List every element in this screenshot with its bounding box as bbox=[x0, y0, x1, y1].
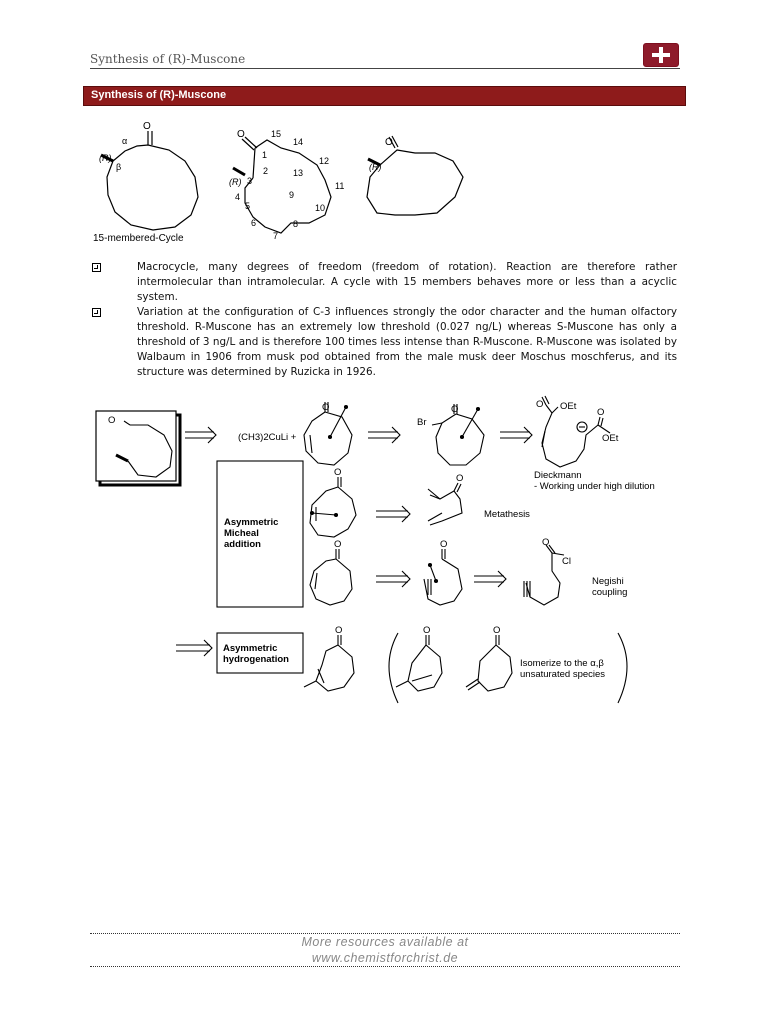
flattened-ring-3 bbox=[367, 150, 463, 215]
muscone-structures-figure bbox=[85, 115, 505, 250]
micheal-box-line-2: Micheal bbox=[224, 528, 259, 539]
o-label-target: O bbox=[108, 415, 116, 426]
negishi-line-2: coupling bbox=[592, 587, 628, 598]
cl-label: Cl bbox=[562, 556, 571, 567]
section-title-bar bbox=[83, 86, 686, 106]
section-title: Synthesis of (R)-Muscone bbox=[91, 89, 227, 101]
isomerize-line-1: Isomerize to the α,β bbox=[520, 658, 604, 669]
o-label-h1: O bbox=[335, 625, 343, 636]
o-label-h2: O bbox=[423, 625, 431, 636]
num-13: 13 bbox=[293, 168, 304, 178]
dieckmann-note: - Working under high dilution bbox=[534, 481, 655, 492]
isomerize-line-2: unsaturated species bbox=[520, 669, 606, 680]
metathesis-label: Metathesis bbox=[484, 509, 530, 520]
o-label-h3: O bbox=[493, 625, 501, 636]
o-label-1: O bbox=[143, 121, 151, 132]
header-rule bbox=[90, 68, 680, 69]
num-2: 2 bbox=[263, 166, 269, 176]
cross-logo-icon bbox=[643, 43, 679, 67]
o-label-s1: O bbox=[322, 402, 330, 413]
o-label-m2: O bbox=[456, 473, 464, 484]
dieckmann-label: Dieckmann bbox=[534, 470, 582, 481]
br-label: Br bbox=[417, 417, 427, 428]
running-header-title: Synthesis of (R)-Muscone bbox=[90, 52, 246, 66]
bullet-item bbox=[92, 260, 677, 305]
num-4: 4 bbox=[235, 192, 241, 202]
o-label-n3: O bbox=[542, 537, 550, 548]
footer-link[interactable]: www.chemistforchrist.de bbox=[311, 951, 459, 965]
o-label-n1: O bbox=[334, 539, 342, 550]
o-label-2: O bbox=[237, 129, 245, 140]
r-label-2: (R) bbox=[229, 177, 242, 187]
num-14: 14 bbox=[293, 137, 304, 147]
alpha-label: α bbox=[122, 136, 128, 146]
o-label-s2: O bbox=[451, 404, 459, 415]
num-8: 8 bbox=[293, 219, 299, 229]
num-11: 11 bbox=[335, 181, 345, 191]
num-15: 15 bbox=[271, 129, 282, 139]
num-3: 3 bbox=[247, 176, 253, 186]
checkbox-bullet-icon bbox=[92, 263, 101, 272]
o-label-m1: O bbox=[334, 467, 342, 478]
hydro-box-line-2: hydrogenation bbox=[223, 654, 289, 665]
oet-label-1: OEt bbox=[560, 401, 577, 412]
oet-label-2: OEt bbox=[602, 433, 619, 444]
num-10: 10 bbox=[315, 203, 326, 213]
numbered-ring-2 bbox=[245, 140, 331, 233]
num-6: 6 bbox=[251, 218, 257, 228]
beta-label: β bbox=[116, 162, 122, 172]
num-1: 1 bbox=[262, 150, 268, 160]
bullet-list bbox=[92, 260, 677, 380]
bullet-item bbox=[92, 305, 677, 380]
o-label-3: O bbox=[385, 137, 393, 148]
negishi-line-1: Negishi bbox=[592, 576, 624, 587]
bullet-text-1: Macrocycle, many degrees of freedom (freedom of rotation). Reaction are therefore rather intermolecular than intramolecular. A cycle with 15 members behaves more or less than a acyclic system. bbox=[137, 261, 677, 303]
num-12: 12 bbox=[319, 156, 330, 166]
retrosynthesis-scheme bbox=[90, 395, 690, 715]
num-7: 7 bbox=[273, 231, 279, 241]
footer-rule-bottom bbox=[90, 966, 680, 967]
num-9: 9 bbox=[289, 190, 295, 200]
o-label-s4: O bbox=[597, 407, 605, 418]
hydro-box-line-1: Asymmetric bbox=[223, 643, 278, 654]
o-label-n2: O bbox=[440, 539, 448, 550]
r-label-1: (R) bbox=[99, 153, 112, 163]
micheal-box-line-3: addition bbox=[224, 539, 261, 550]
footer-line-1: More resources available at bbox=[301, 935, 469, 949]
num-5: 5 bbox=[245, 201, 251, 211]
r-label-3: (R) bbox=[369, 162, 382, 172]
bullet-text-2: Variation at the configuration of C-3 influences strongly the odor character and the human olfactory threshold. R-Muscone has an extremely low threshold (0.027 ng/L) whereas S-Muscone has only a threshold of 3 ng/L and is therefore 100 times less intense than R-Muscone. R-Muscone was isolated by Walbaum in 1906 from musk pod obtained from the male musk deer Moschus moschferus, and its structure was determined by Ruzicka in 1926. bbox=[137, 306, 677, 378]
o-label-s3: O bbox=[536, 399, 544, 410]
cuprate-label: (CH3)2CuLi + bbox=[238, 432, 297, 443]
footer-text bbox=[190, 934, 580, 966]
cycle-caption: 15-membered-Cycle bbox=[93, 233, 184, 244]
micheal-box-line-1: Asymmetric bbox=[224, 517, 279, 528]
fifteen-ring-1 bbox=[107, 145, 198, 230]
checkbox-bullet-icon bbox=[92, 308, 101, 317]
